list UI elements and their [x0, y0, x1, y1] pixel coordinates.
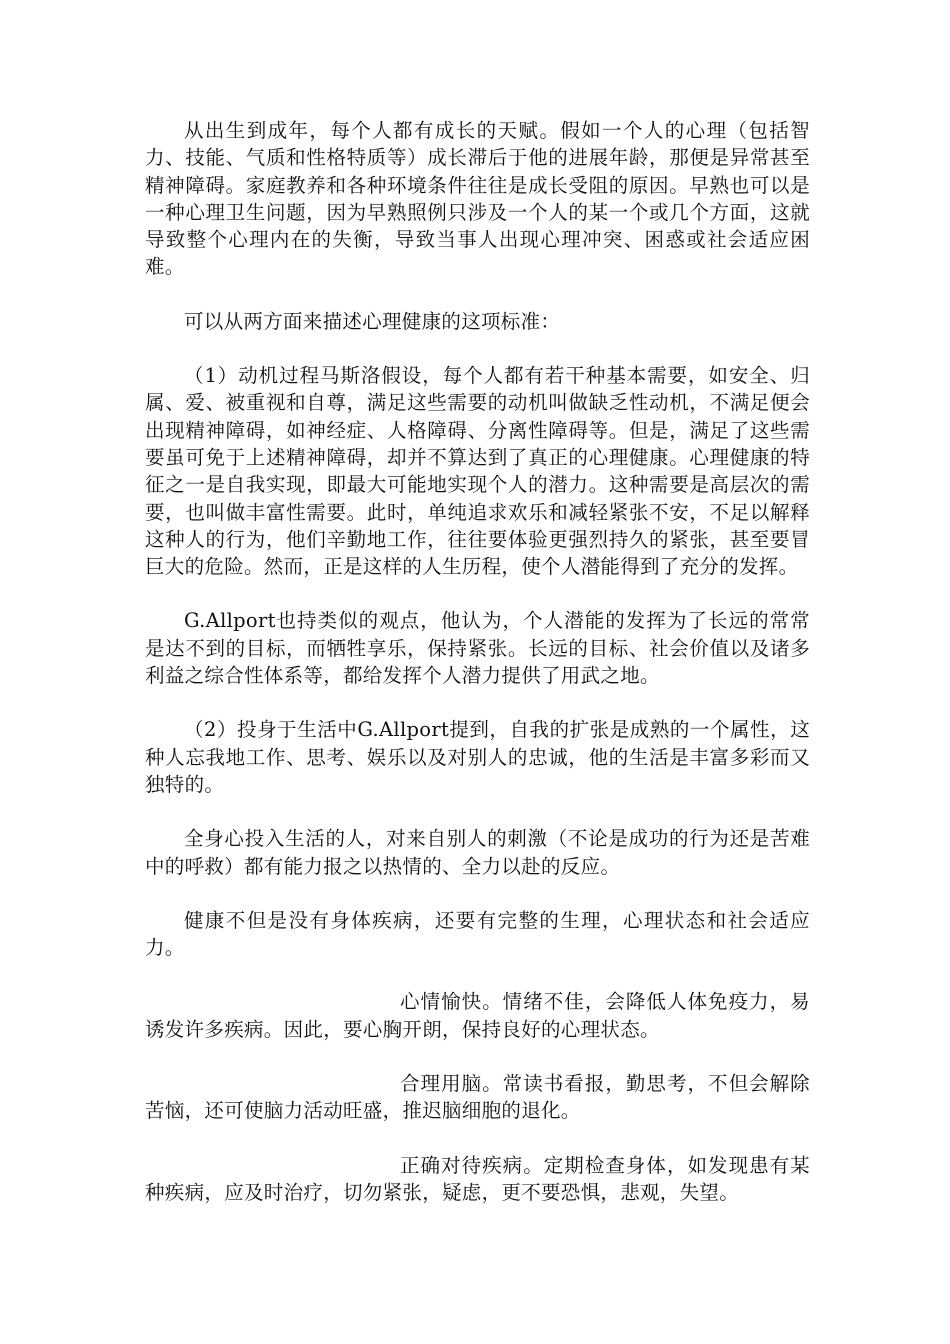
paragraph-motivation: （1）动机过程马斯洛假设，每个人都有若干种基本需要，如安全、归属、爱、被重视和自尊，满足这些需要的动机叫做缺乏性动机，不满足便会出现精神障碍，如神经症、人格障碍、分离性障碍等。但是，满足了这些需要虽可免于上述精神障碍，却并不算达到了真正的心理健康。心理健康的特征之一是自我实现，即最大可能地实现个人的潜力。这种需要是高层次的需要，也叫做丰富性需要。此时，单纯追求欢乐和减轻紧张不安，不足以解释这种人的行为，他们辛勤地工作，往往要体验更强烈持久的紧张，甚至要冒巨大的危险。然而，正是这样的人生历程，使个人潜能得到了充分的发挥。	[145, 364, 810, 579]
paragraph-full-commitment: 全身心投入生活的人，对来自别人的刺激（不论是成功的行为还是苦难中的呼救）都有能力报之以热情的、全力以赴的反应。	[145, 827, 810, 878]
paragraph-good-mood: 心情愉快。情绪不佳，会降低人体免疫力，易诱发许多疾病。因此，要心胸开朗，保持良好的心理状态。	[145, 990, 810, 1041]
paragraph-treat-illness: 正确对待疾病。定期检查身体，如发现患有某种疾病，应及时治疗，切勿紧张，疑虑，更不要恐惧，悲观，失望。	[145, 1153, 810, 1204]
paragraph-life-engagement: （2）投身于生活中G.Allport提到，自我的扩张是成熟的一个属性，这种人忘我地工作、思考、娱乐以及对别人的忠诚，他的生活是丰富多彩而又独特的。	[145, 718, 810, 796]
paragraph-health-definition: 健康不但是没有身体疾病，还要有完整的生理，心理状态和社会适应力。	[145, 908, 810, 960]
paragraph-allport-view: G.Allport也持类似的观点，他认为，个人潜能的发挥为了长远的常常是达不到的目标，而牺牲享乐，保持紧张。长远的目标、社会价值以及诸多利益之综合性体系等，都给发挥个人潜力提供了用武之地。	[145, 609, 810, 688]
paragraph-brain-use: 合理用脑。常读书看报，勤思考，不但会解除苦恼，还可使脑力活动旺盛，推迟脑细胞的退化。	[145, 1072, 810, 1123]
paragraph-standard-intro: 可以从两方面来描述心理健康的这项标准：	[184, 309, 561, 333]
document-page	[145, 117, 810, 1233]
paragraph-growth: 从出生到成年，每个人都有成长的天赋。假如一个人的心理（包括智力、技能、气质和性格特质等）成长滞后于他的进展年龄，那便是异常甚至精神障碍。家庭教养和各种环境条件往往是成长受阻的原因。早熟也可以是一种心理卫生问题，因为早熟照例只涉及一个人的某一个或几个方面，这就导致整个心理内在的失衡，导致当事人出现心理冲突、困惑或社会适应困难。	[145, 119, 810, 279]
